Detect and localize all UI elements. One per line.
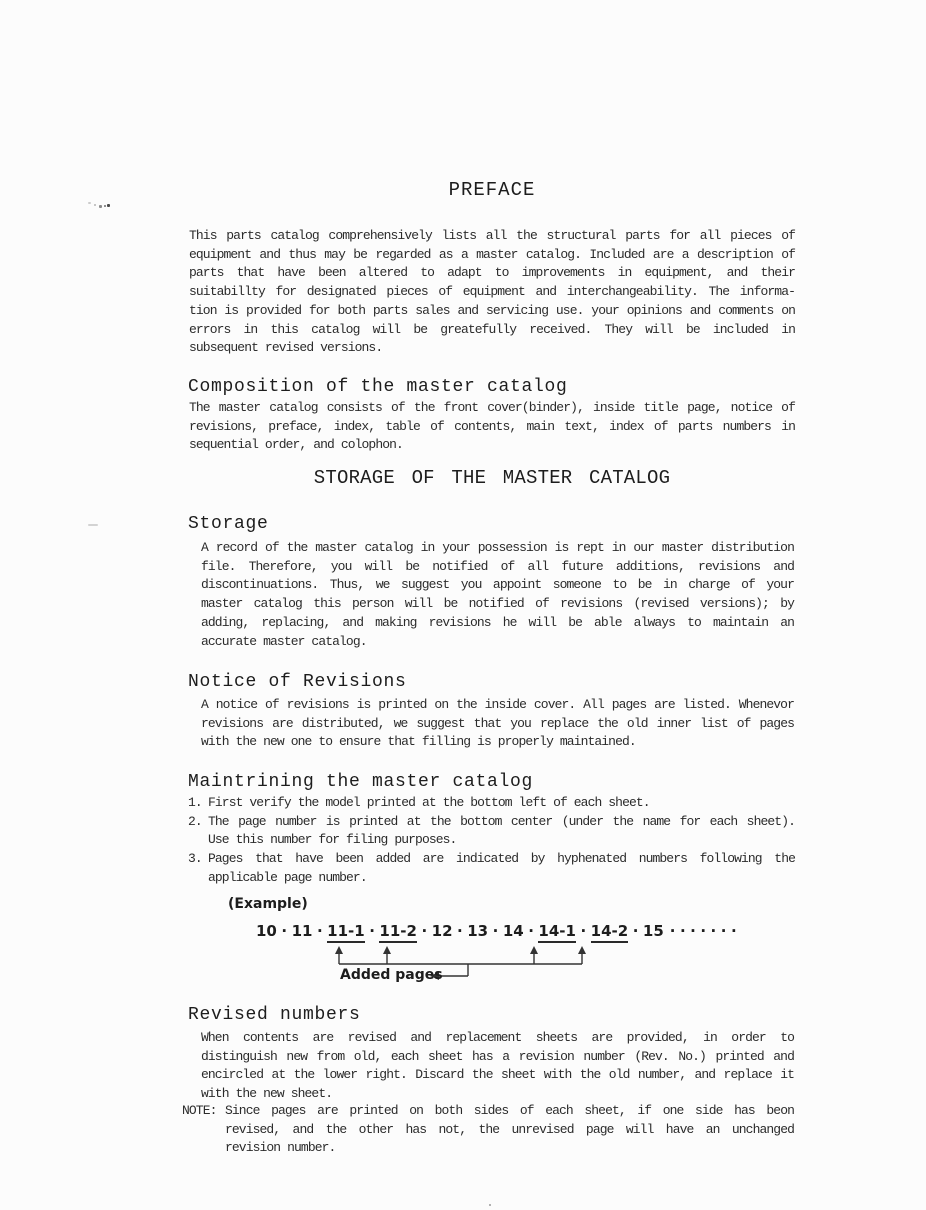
scan-artifact (107, 204, 110, 207)
separator-dot: · (492, 922, 499, 940)
text-line: The master catalog consists of the front cover(binder), inside title page, notice of (189, 400, 795, 415)
text-line: equipment and thus may be regarded as a master catalog. Included are a description of (189, 246, 795, 262)
page-title: PREFACE (448, 179, 536, 201)
separator-dot: · (528, 922, 534, 940)
text-line: revisions are distributed, we suggest that you replace the old inner list of pages (201, 715, 794, 731)
text-line: master catalog this person will be notified of revisions (revised versions); by (201, 596, 794, 612)
text-line: When contents are revised and replacement sheets are provided, in order to (201, 1030, 794, 1045)
text-line: Pages that have been added are indicated by hyphenated numbers following the (208, 851, 795, 867)
page-number: 15 (642, 922, 664, 940)
list-item (188, 794, 795, 813)
page-number: 14 (502, 922, 524, 940)
text-line: with the new sheet. (201, 1086, 333, 1102)
text-line: suitabillty for designated pieces of equipment and interchangeability. The informa- (189, 284, 795, 300)
text-line: Use this number for filing purposes. (208, 832, 457, 848)
added-page-number: 11-1 (327, 922, 365, 943)
text-line: sequential order, and colophon. (189, 437, 403, 453)
added-pages-callout: Added pages (340, 967, 443, 983)
notice-paragraph (201, 696, 794, 752)
notice-heading: Notice of Revisions (188, 672, 407, 692)
list-marker: 3. (188, 851, 202, 867)
preface-paragraph (189, 227, 795, 358)
page-number: 12 (431, 922, 453, 940)
scan-artifact (88, 524, 98, 526)
text-line: encircled at the lower right. Discard the sheet with the old number, and replace it (201, 1067, 794, 1083)
text-line: This parts catalog comprehensively lists all the structural parts for all pieces of (189, 228, 795, 243)
scan-artifact (94, 204, 96, 206)
composition-paragraph (189, 399, 795, 455)
added-page-number: 11-2 (379, 922, 417, 943)
added-page-number: 14-1 (538, 922, 576, 943)
text-line: A record of the master catalog in your possession is rept in our master distribution (201, 540, 794, 555)
scan-artifact (88, 202, 91, 204)
revised-heading: Revised numbers (188, 1005, 361, 1025)
text-line: file. Therefore, you will be notified of all future additions, revisions and (201, 558, 794, 574)
separator-dot: · (369, 922, 375, 940)
text-line: discontinuations. Thus, we suggest you appoint someone to be in charge of your (201, 577, 794, 593)
composition-heading: Composition of the master catalog (188, 377, 568, 397)
text-line: revisions, preface, index, table of contents, main text, index of parts numbers in (189, 418, 795, 434)
text-line: revised, and the other has not, the unrevised page will have an unchanged (225, 1121, 794, 1137)
added-page-number: 14-2 (591, 922, 629, 943)
revised-paragraph (201, 1029, 794, 1104)
separator-dot: · (580, 922, 587, 940)
list-item (188, 850, 795, 887)
note-label: NOTE: (182, 1103, 217, 1118)
trailing-dots: ······· (669, 922, 742, 940)
separator-dot: · (281, 922, 288, 940)
text-line: applicable page number. (208, 869, 367, 885)
page-number: 11 (291, 922, 313, 940)
separator-dot: · (316, 922, 323, 940)
text-line: errors in this catalog will be greatefully received. They will be included in (189, 321, 795, 337)
text-line: Since pages are printed on both sides of each sheet, if one side has beon (225, 1103, 794, 1118)
text-line: The page number is printed at the bottom center (under the name for each sheet). (208, 813, 795, 829)
storage-paragraph (201, 539, 794, 651)
text-line: adding, replacing, and making revisions he will be able always to maintain an (201, 614, 794, 630)
page-number: 10 (256, 922, 277, 940)
text-line: parts that have been altered to adapt to improvements in equipment, and their (189, 265, 795, 281)
list-marker: 1. (188, 795, 202, 810)
example-label: (Example) (228, 896, 308, 912)
text-line: with the new one to ensure that filling is properly maintained. (201, 734, 636, 750)
text-line: revision number. (225, 1140, 336, 1156)
text-line: accurate master catalog. (201, 633, 367, 649)
storage-section-title: STORAGE OF THE MASTER CATALOG (313, 467, 671, 489)
maintaining-list (188, 794, 795, 888)
text-line: subsequent revised versions. (189, 340, 383, 356)
note-block (182, 1102, 794, 1158)
storage-heading: Storage (188, 514, 269, 534)
list-marker: 2. (188, 813, 202, 829)
scan-artifact (489, 1204, 491, 1206)
page-number: 13 (467, 922, 489, 940)
separator-dot: · (632, 922, 639, 940)
text-line: distinguish new from old, each sheet has a revision number (Rev. No.) printed and (201, 1048, 794, 1064)
separator-dot: · (457, 922, 463, 940)
list-item (188, 813, 795, 850)
text-line: tion is provided for both parts sales and servicing use. your opinions and comments on (189, 302, 795, 318)
text-line: First verify the model printed at the bottom left of each sheet. (208, 795, 650, 810)
scan-artifact (104, 205, 106, 207)
text-line: A notice of revisions is printed on the inside cover. All pages are listed. Whenevor (201, 697, 794, 712)
maintaining-heading: Maintrining the master catalog (188, 772, 534, 792)
scan-artifact (99, 205, 102, 208)
added-pages-arrows (256, 946, 696, 990)
example-page-numbers (256, 922, 741, 940)
separator-dot: · (421, 922, 428, 940)
